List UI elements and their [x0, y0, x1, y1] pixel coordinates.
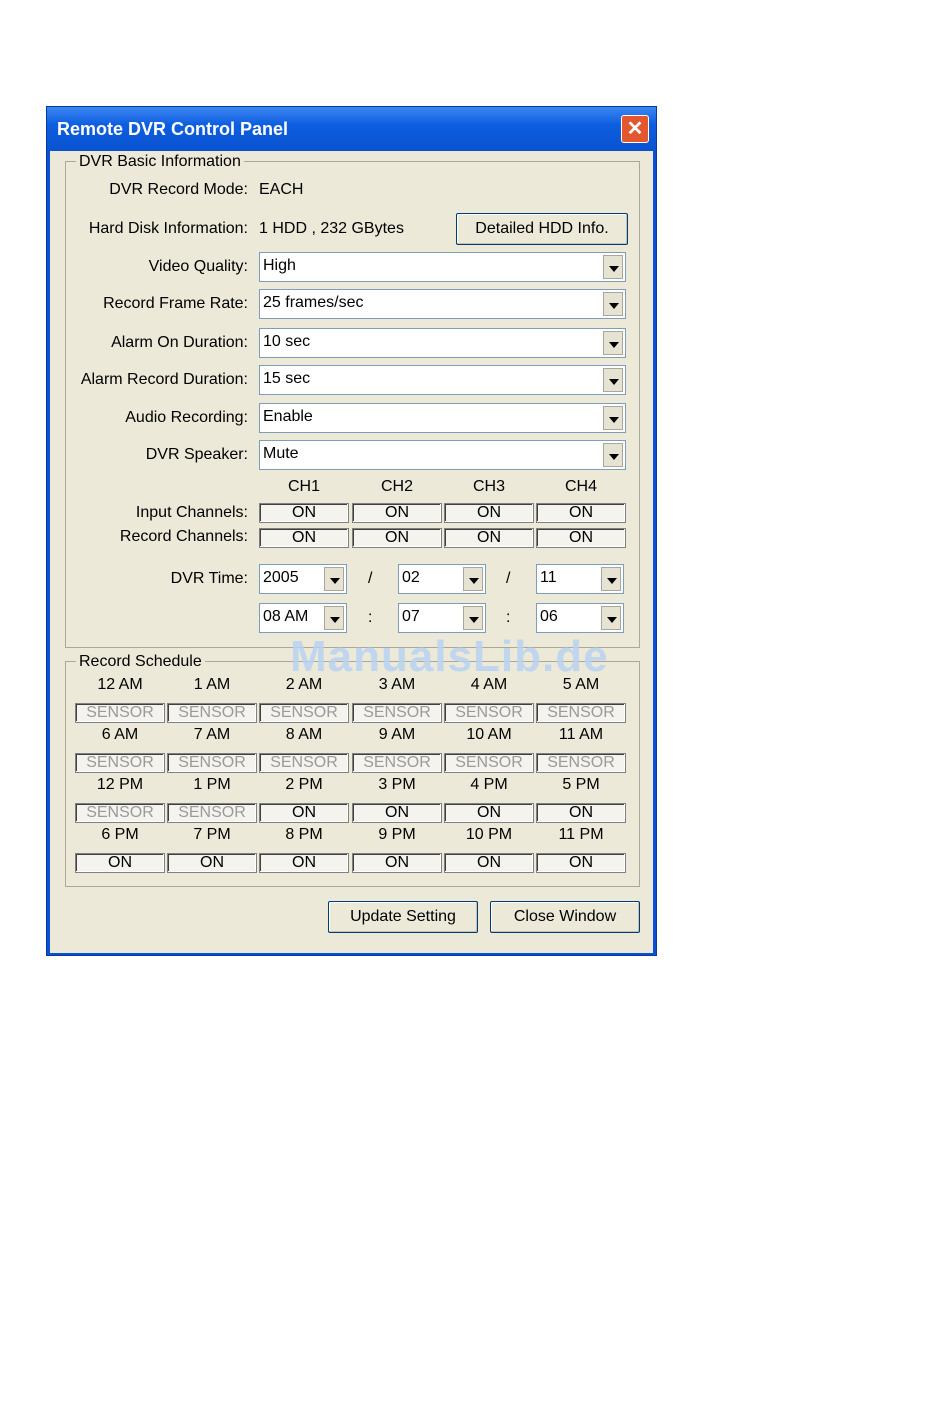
schedule-hour-label: 5 PM	[562, 776, 600, 793]
field-label: Audio Recording:	[125, 409, 248, 426]
minute-select[interactable]	[398, 603, 486, 633]
record-channel-button[interactable]: ON	[444, 528, 534, 548]
update-setting-button[interactable]: Update Setting	[328, 901, 478, 933]
chevron-down-icon[interactable]	[324, 567, 344, 591]
basic-info-legend: DVR Basic Information	[76, 153, 244, 171]
year-select[interactable]	[259, 564, 347, 594]
field-value: High	[263, 257, 296, 274]
chevron-down-icon[interactable]	[603, 255, 623, 279]
record-mode-label: DVR Record Mode:	[109, 181, 248, 198]
second-value: 06	[540, 608, 558, 625]
record-schedule-legend: Record Schedule	[76, 653, 205, 671]
chevron-down-icon[interactable]	[603, 443, 623, 467]
schedule-hour-label: 7 AM	[193, 726, 231, 743]
schedule-mode-button[interactable]: SENSOR	[444, 753, 534, 773]
schedule-mode-button[interactable]: SENSOR	[352, 753, 442, 773]
record-mode-value: EACH	[259, 181, 304, 198]
detailed-hdd-info-button[interactable]: Detailed HDD Info.	[456, 213, 628, 245]
field-select[interactable]	[259, 440, 626, 470]
hdd-info-label: Hard Disk Information:	[88, 220, 248, 237]
hour-select[interactable]	[259, 603, 347, 633]
chevron-down-icon[interactable]	[603, 406, 623, 430]
schedule-mode-button[interactable]: ON	[352, 853, 442, 873]
schedule-hour-label: 12 AM	[97, 676, 143, 693]
schedule-mode-button[interactable]: SENSOR	[259, 753, 349, 773]
second-select[interactable]	[536, 603, 624, 633]
schedule-hour-label: 6 PM	[101, 826, 139, 843]
schedule-hour-label: 8 AM	[285, 726, 323, 743]
chevron-down-icon[interactable]	[603, 292, 623, 316]
month-value: 02	[402, 569, 420, 586]
schedule-mode-button[interactable]: SENSOR	[75, 803, 165, 823]
time-separator: :	[506, 609, 511, 626]
schedule-hour-label: 4 PM	[470, 776, 508, 793]
chevron-down-icon[interactable]	[603, 331, 623, 355]
schedule-hour-label: 5 AM	[562, 676, 600, 693]
field-select[interactable]	[259, 289, 626, 319]
year-value: 2005	[263, 569, 299, 586]
field-select[interactable]	[259, 328, 626, 358]
minute-value: 07	[402, 608, 420, 625]
field-value: Mute	[263, 445, 299, 462]
schedule-hour-label: 11 PM	[558, 826, 604, 843]
dvr-control-window	[46, 106, 657, 956]
time-separator: :	[368, 609, 373, 626]
schedule-hour-label: 2 AM	[285, 676, 323, 693]
schedule-mode-button[interactable]: SENSOR	[167, 753, 257, 773]
input-channel-button[interactable]: ON	[259, 503, 349, 523]
input-channel-button[interactable]: ON	[444, 503, 534, 523]
schedule-mode-button[interactable]: ON	[75, 853, 165, 873]
hdd-info-value: 1 HDD , 232 GBytes	[259, 220, 404, 237]
schedule-mode-button[interactable]: SENSOR	[167, 803, 257, 823]
chevron-down-icon[interactable]	[463, 567, 483, 591]
schedule-mode-button[interactable]: SENSOR	[352, 703, 442, 723]
schedule-hour-label: 12 PM	[96, 776, 144, 793]
schedule-mode-button[interactable]: ON	[444, 803, 534, 823]
schedule-hour-label: 3 AM	[378, 676, 416, 693]
record-channel-button[interactable]: ON	[352, 528, 442, 548]
record-channels-label: Record Channels:	[119, 528, 248, 545]
dvr-time-label: DVR Time:	[170, 570, 248, 587]
watermark: ManualsLib.de	[290, 632, 609, 681]
field-value: 10 sec	[263, 333, 311, 350]
schedule-mode-button[interactable]: SENSOR	[75, 703, 165, 723]
field-label: DVR Speaker:	[145, 446, 248, 463]
field-value: 25 frames/sec	[263, 294, 364, 311]
schedule-hour-label: 2 PM	[285, 776, 323, 793]
channel-header: CH4	[564, 478, 597, 495]
schedule-hour-label: 8 PM	[285, 826, 323, 843]
schedule-hour-label: 9 AM	[378, 726, 416, 743]
channel-header: CH2	[380, 478, 413, 495]
date-separator: /	[368, 570, 373, 587]
client-area	[50, 151, 653, 953]
field-value: 15 sec	[263, 370, 311, 387]
schedule-mode-button[interactable]: ON	[536, 853, 626, 873]
schedule-hour-label: 4 AM	[470, 676, 508, 693]
schedule-mode-button[interactable]: SENSOR	[536, 703, 626, 723]
field-label: Video Quality:	[148, 258, 248, 275]
field-label: Alarm Record Duration:	[80, 371, 248, 388]
schedule-mode-button[interactable]: ON	[536, 803, 626, 823]
field-select[interactable]	[259, 403, 626, 433]
chevron-down-icon[interactable]	[324, 606, 344, 630]
schedule-mode-button[interactable]: ON	[259, 853, 349, 873]
schedule-hour-label: 1 AM	[193, 676, 231, 693]
channel-header: CH3	[472, 478, 505, 495]
schedule-hour-label: 7 PM	[193, 826, 231, 843]
schedule-mode-button[interactable]: ON	[259, 803, 349, 823]
schedule-mode-button[interactable]: ON	[167, 853, 257, 873]
field-label: Record Frame Rate:	[103, 295, 248, 312]
title-bar[interactable]	[47, 107, 656, 151]
schedule-mode-button[interactable]: SENSOR	[536, 753, 626, 773]
window-title: Remote DVR Control Panel	[57, 119, 289, 139]
chevron-down-icon[interactable]	[603, 368, 623, 392]
schedule-mode-button[interactable]: ON	[352, 803, 442, 823]
month-select[interactable]	[398, 564, 486, 594]
schedule-hour-label: 9 PM	[378, 826, 416, 843]
input-channel-button[interactable]: ON	[352, 503, 442, 523]
record-channel-button[interactable]: ON	[536, 528, 626, 548]
schedule-mode-button[interactable]: ON	[444, 853, 534, 873]
channel-header: CH1	[287, 478, 320, 495]
schedule-hour-label: 6 AM	[101, 726, 139, 743]
close-icon[interactable]: ✕	[621, 115, 649, 143]
field-value: Enable	[263, 408, 313, 425]
chevron-down-icon[interactable]	[463, 606, 483, 630]
schedule-mode-button[interactable]: SENSOR	[167, 703, 257, 723]
day-value: 11	[540, 569, 557, 586]
field-label: Alarm On Duration:	[111, 334, 248, 351]
schedule-mode-button[interactable]: SENSOR	[75, 753, 165, 773]
schedule-mode-button[interactable]: SENSOR	[444, 703, 534, 723]
record-channel-button[interactable]: ON	[259, 528, 349, 548]
close-window-button[interactable]: Close Window	[490, 901, 640, 933]
schedule-hour-label: 3 PM	[378, 776, 416, 793]
date-separator: /	[506, 570, 511, 587]
schedule-mode-button[interactable]: SENSOR	[259, 703, 349, 723]
schedule-hour-label: 1 PM	[193, 776, 231, 793]
chevron-down-icon[interactable]	[601, 606, 621, 630]
hour-value: 08 AM	[263, 608, 309, 625]
input-channels-label: Input Channels:	[135, 504, 248, 521]
schedule-hour-label: 10 PM	[465, 826, 513, 843]
schedule-hour-label: 10 AM	[466, 726, 512, 743]
chevron-down-icon[interactable]	[601, 567, 621, 591]
input-channel-button[interactable]: ON	[536, 503, 626, 523]
schedule-hour-label: 11 AM	[558, 726, 604, 743]
field-select[interactable]	[259, 365, 626, 395]
day-select[interactable]	[536, 564, 624, 594]
field-select[interactable]	[259, 252, 626, 282]
